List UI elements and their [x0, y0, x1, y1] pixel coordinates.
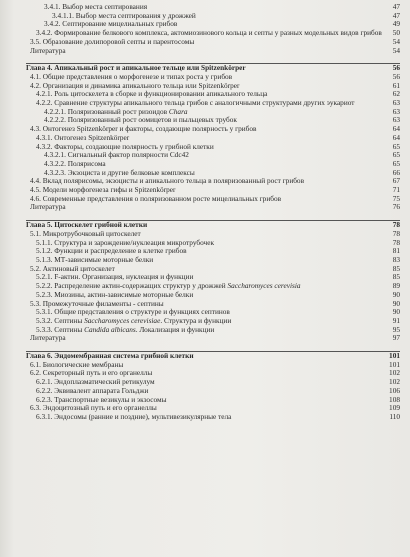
toc-entry-row	[26, 73, 400, 82]
toc-page-number: 63	[392, 98, 400, 108]
toc-chapter-row	[26, 64, 400, 73]
toc-entry-row	[26, 12, 400, 21]
toc-entry-title: 3.4.1. Выбор места септирования	[44, 3, 148, 11]
toc-page-number: 95	[392, 324, 400, 334]
toc-entry-row	[26, 256, 400, 265]
toc-page-number: 108	[389, 394, 400, 404]
toc-entry-title: 5.1.1. Структура и зарождение/нуклеация микротрубочек	[36, 238, 215, 247]
toc-entry-row	[26, 108, 400, 117]
toc-entry-title: Глава 4. Апикальный рост и апикальное тельце или Spitzenkörper	[26, 64, 246, 73]
toc-page-number: 106	[389, 385, 400, 395]
section-gap	[26, 212, 400, 220]
toc-entry-title: 3.4.2. Формирование белкового комплекса, актомиозинового кольца и септы у разных модельных видов грибов	[36, 29, 382, 38]
toc-page-number: 110	[389, 411, 400, 421]
toc-page-number: 62	[392, 89, 400, 99]
toc-page-number: 81	[392, 246, 400, 256]
toc-entry-row	[26, 3, 400, 12]
toc-entry-title: Литература	[30, 203, 66, 212]
toc-entry-row	[26, 38, 400, 47]
toc-chapter-row	[26, 221, 400, 230]
toc-entry-row	[26, 326, 400, 335]
toc-entry-row	[26, 99, 400, 108]
toc-entry-row	[26, 160, 400, 169]
toc-page-number: 78	[392, 237, 400, 247]
toc-entry-title: 4.5. Модели морфогенеза гифы и Spitzenkörper	[30, 186, 176, 195]
toc-page-number: 65	[392, 141, 400, 151]
toc-page-number: 78	[392, 220, 400, 230]
toc-entry-row	[26, 230, 400, 239]
toc-page-number: 90	[392, 298, 400, 308]
toc-entry-title: 4.2.2. Сравнение структуры апикального тельца грибов с аналогичными структурами других эукариот	[36, 99, 355, 108]
toc-entry-title: 3.4.2. Септирование мицелиальных грибов	[44, 20, 178, 29]
toc-entry-row	[26, 404, 400, 413]
toc-page-number: 76	[392, 202, 400, 212]
toc-entry-row	[26, 134, 400, 143]
toc-entry-row	[26, 291, 400, 300]
toc-entry-row	[26, 387, 400, 396]
toc-entry-title: 5.1.3. МТ-зависимые моторные белки	[36, 255, 154, 264]
toc-page-number: 66	[392, 167, 400, 177]
toc-entry-row	[26, 413, 400, 422]
toc-page-number: 67	[392, 176, 400, 186]
toc-entry-title: 5.3.1. Общие представления о структуре и функциях септинов	[36, 308, 230, 317]
toc-page-number: 61	[392, 80, 400, 90]
toc-entry-title: 3.5. Образование долипоровой септы и парентосомы	[30, 37, 195, 46]
toc-entry-row	[26, 186, 400, 195]
toc-entry-title: 5.2.1. F-актин. Организация, нуклеация и функции	[36, 273, 194, 282]
toc-entry-title: 4.2.2.2. Поляризованный рост оомицетов и пыльцевых трубок	[44, 116, 237, 125]
toc-entry-title: 6.2.1. Эндоплазматический ретикулум	[36, 378, 155, 387]
toc-entry-row	[26, 369, 400, 378]
toc-page-number: 90	[392, 289, 400, 299]
toc-page-number: 47	[392, 10, 400, 20]
toc-entry-title: 5.3.3. Септины Candida albicans. Локализация и функции	[36, 325, 215, 334]
toc-page-number: 64	[392, 132, 400, 142]
toc-entry-title: 5.2.2. Распределение актин-содержащих структур у дрожжей Saccharomyces cerevisia	[36, 282, 301, 291]
toc-entry-title: 4.3.2.2. Полярисома	[44, 159, 106, 168]
toc-entry-row	[26, 317, 400, 326]
toc-entry-row	[26, 20, 400, 29]
toc-page-number: 85	[392, 272, 400, 282]
toc-entry-row	[26, 203, 400, 212]
toc-entry-title: 4.6. Современные представления о поляризованном росте мицелиальных грибов	[30, 194, 282, 203]
toc-entry-title: 4.2.1. Роль цитоскелета в сборке и функционировании апикального тельца	[36, 90, 268, 99]
toc-entry-row	[26, 300, 400, 309]
toc-page-number: 63	[392, 106, 400, 116]
toc-entry-title: Глава 5. Цитоскелет грибной клетки	[26, 221, 148, 230]
toc-entry-row	[26, 151, 400, 160]
toc-page-number: 90	[392, 307, 400, 317]
toc-chapter-row	[26, 352, 400, 361]
toc-entry-row	[26, 239, 400, 248]
toc-entry-row	[26, 143, 400, 152]
toc-entry-row	[26, 116, 400, 125]
toc-entry-title: 6.2.3. Транспортные везикулы и экзосомы	[36, 395, 167, 404]
toc-entry-title: 6.3. Эндоцитозный путь и его органеллы	[30, 404, 157, 413]
toc-entry-title: 5.3.2. Септины Saccharomyces cerevisiae. Структура и функции	[36, 316, 232, 325]
toc-page-number: 65	[392, 150, 400, 160]
toc-entry-row	[26, 273, 400, 282]
toc-entry-row	[26, 396, 400, 405]
toc-page-number: 83	[392, 254, 400, 264]
toc-page-number: 85	[392, 263, 400, 273]
toc-entry-row	[26, 308, 400, 317]
toc-entry-row	[26, 247, 400, 256]
toc-entry-row	[26, 90, 400, 99]
toc-page-number: 56	[392, 71, 400, 81]
toc-page-number: 56	[392, 63, 400, 73]
toc-entry-title: 4.1. Общие представления о морфогенезе и типах роста у грибов	[30, 72, 233, 81]
toc-page-number: 91	[392, 315, 400, 325]
toc-page-number: 54	[392, 36, 400, 46]
toc-entry-row	[26, 125, 400, 134]
toc-page-number: 109	[389, 403, 400, 413]
toc-page-number: 47	[392, 2, 400, 11]
section-gap	[26, 55, 400, 63]
toc-entry-title: 5.3. Промежуточные филаменты - септины	[30, 299, 164, 308]
toc-entry-row	[26, 82, 400, 91]
toc-entry-row	[26, 378, 400, 387]
toc-entry-title: 4.4. Вклад полярисомы, экзоцисты и апикального тельца в поляризованный рост грибов	[30, 177, 305, 186]
toc-entry-title: 5.2. Актиновый цитоскелет	[30, 264, 115, 273]
toc-page-number: 65	[392, 158, 400, 168]
toc-page-number: 49	[392, 19, 400, 29]
toc-entry-row	[26, 265, 400, 274]
toc-page-number: 102	[389, 377, 400, 387]
toc-entry-title: 4.3.2.3. Экзоциста и другие белковые комплексы	[44, 168, 195, 177]
toc-entry-title: 6.2. Секреторный путь и его органеллы	[30, 369, 153, 378]
toc-page-number: 54	[392, 45, 400, 55]
toc-entry-title: Глава 6. Эндомембранная система грибной клетки	[26, 352, 194, 361]
toc-entry-row	[26, 195, 400, 204]
toc-entry-title: 4.2. Организация и динамика апикального тельца или Spitzenkörper	[30, 81, 240, 90]
toc-entry-title: 4.3.1. Онтогенез Spitzenkörper	[36, 133, 130, 142]
toc-entry-title: 4.3.2.1. Сигнальный фактор полярности Cdc42	[44, 151, 189, 160]
toc-entry-row	[26, 29, 400, 38]
toc-entry-title: 5.2.3. Миозины, актин-зависимые моторные белки	[36, 290, 194, 299]
table-of-contents	[26, 3, 400, 422]
toc-page-number: 50	[392, 28, 400, 38]
toc-entry-title: 6.2.2. Эквивалент аппарата Гольджи	[36, 386, 149, 395]
toc-page-number: 64	[392, 124, 400, 134]
toc-page-number: 75	[392, 193, 400, 203]
toc-page-number: 63	[392, 115, 400, 125]
section-gap	[26, 343, 400, 351]
toc-entry-title: Литература	[30, 334, 66, 343]
toc-page-number: 97	[392, 333, 400, 343]
toc-entry-row	[26, 334, 400, 343]
toc-entry-row	[26, 177, 400, 186]
toc-entry-row	[26, 282, 400, 291]
toc-page-number: 71	[392, 185, 400, 195]
toc-entry-title: 6.1. Биологические мембраны	[30, 360, 124, 369]
toc-entry-title: 4.3.2. Факторы, создающие полярность у грибной клетки	[36, 142, 214, 151]
toc-entry-row	[26, 47, 400, 56]
toc-entry-title: 4.3. Онтогенез Spitzenkörper и факторы, создающие полярность у грибов	[30, 125, 257, 134]
toc-entry-row	[26, 169, 400, 178]
toc-page-number: 101	[389, 359, 400, 369]
toc-entry-title: 5.1.2. Функции и распределение в клетке грибов	[36, 247, 187, 256]
toc-page-number: 101	[389, 351, 400, 361]
toc-entry-title: 4.2.2.1. Поляризованный рост ризоидов Chara	[44, 107, 188, 116]
toc-page-number: 102	[389, 368, 400, 378]
toc-entry-title: Литература	[30, 46, 66, 55]
toc-page-number: 78	[392, 228, 400, 238]
toc-page-number: 89	[392, 281, 400, 291]
toc-entry-row	[26, 361, 400, 370]
toc-entry-title: 6.3.1. Эндосомы (ранние и поздние), мультивезикулярные тела	[36, 412, 232, 421]
toc-entry-title: 3.4.1.1. Выбор места септирования у дрожжей	[52, 11, 196, 20]
toc-entry-title: 5.1. Микротрубочковый цитоскелет	[30, 229, 141, 238]
